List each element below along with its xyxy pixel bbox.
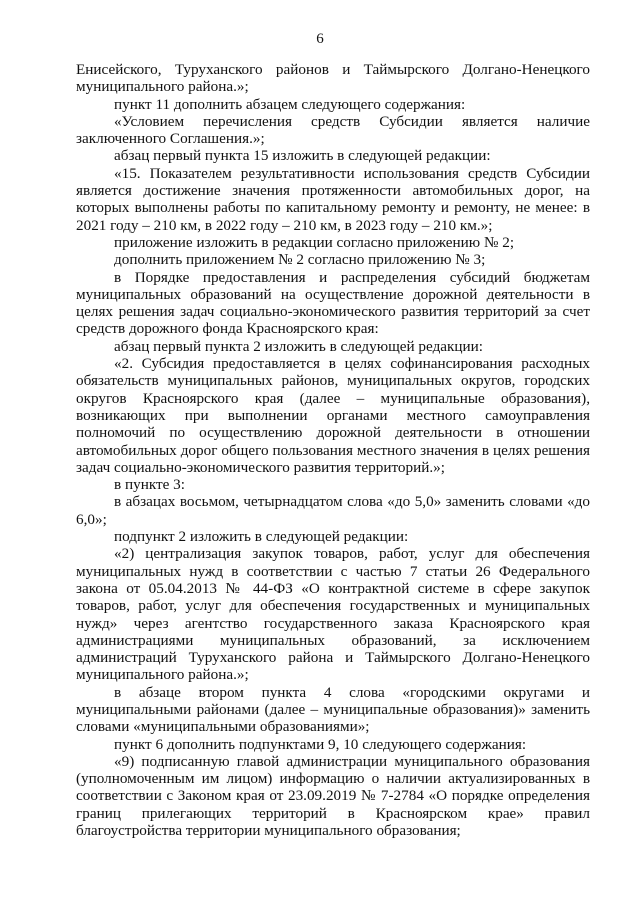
paragraph: дополнить приложением № 2 согласно приложению № 3; <box>114 251 486 269</box>
document-body <box>76 61 590 839</box>
page-number: 6 <box>316 31 324 47</box>
paragraph: «15. Показателем результативности использования средств Субсидии является достижение значения протяженности автомобильных дорог, на которых выполнены работы по капитальному ремонту и ремонту, не менее: в 2021 году – 210 км, в 2022 году – 210 км, в 2023 году – 210 км.»; <box>76 164 590 234</box>
paragraph: пункт 11 дополнить абзацем следующего содержания: <box>114 95 466 113</box>
paragraph: в пункте 3: <box>114 476 185 494</box>
paragraph: «2. Субсидия предоставляется в целях софинансирования расходных обязательств муниципальных районов, муниципальных округов, городских округов Красноярского края (далее – муниципальные образования), возникающих при выполнении органами местного самоуправления полномочий по осуществлению дорожной деятельности в отношении автомобильных дорог общего пользования местного значения в целях решения задач социально-экономического развития территорий.»; <box>76 355 590 476</box>
paragraph: абзац первый пункта 2 изложить в следующей редакции: <box>114 337 484 355</box>
paragraph: приложение изложить в редакции согласно приложению № 2; <box>114 233 515 251</box>
paragraph: «2) централизация закупок товаров, работ, услуг для обеспечения муниципальных нужд в соответствии с частью 7 статьи 26 Федерального закона от 05.04.2013 № 44-ФЗ «О контрактной системе в сфере закупок товаров, работ, услуг для обеспечения государственных и муниципальных нужд» через агентство государственного заказа Красноярского края администрациями муниципальных образований, за исключением администраций Туруханского района и Таймырского Долгано-Ненецкого муниципального района.»; <box>76 545 590 684</box>
paragraph: подпункт 2 изложить в следующей редакции: <box>114 528 409 546</box>
paragraph: в абзаце втором пункта 4 слова «городскими округами и муниципальными районами (далее – муниципальные образования)» заменить словами «муниципальными образованиями»; <box>76 683 590 736</box>
paragraph: пункт 6 дополнить подпунктами 9, 10 следующего содержания: <box>114 735 527 753</box>
paragraph: в Порядке предоставления и распределения субсидий бюджетам муниципальных образований на осуществление дорожной деятельности в целях решения задач социально-экономического развития территорий за счет средств дорожного фонда Красноярского края: <box>76 268 590 338</box>
paragraph: «9) подписанную главой администрации муниципального образования (уполномоченным им лицом) информацию о наличии актуализированных в соответствии с Законом края от 23.09.2019 № 7-2784 «О порядке определения границ прилегающих территорий в Красноярском крае» правил благоустройства территории муниципального образования; <box>76 752 590 840</box>
paragraph: абзац первый пункта 15 изложить в следующей редакции: <box>114 147 491 165</box>
paragraph: Енисейского, Туруханского районов и Таймырского Долгано-Ненецкого муниципального района.»; <box>76 61 590 96</box>
paragraph: «Условием перечисления средств Субсидии является наличие заключенного Соглашения.»; <box>76 112 590 148</box>
paragraph: в абзацах восьмом, четырнадцатом слова «до 5,0» заменить словами «до 6,0»; <box>76 493 590 528</box>
